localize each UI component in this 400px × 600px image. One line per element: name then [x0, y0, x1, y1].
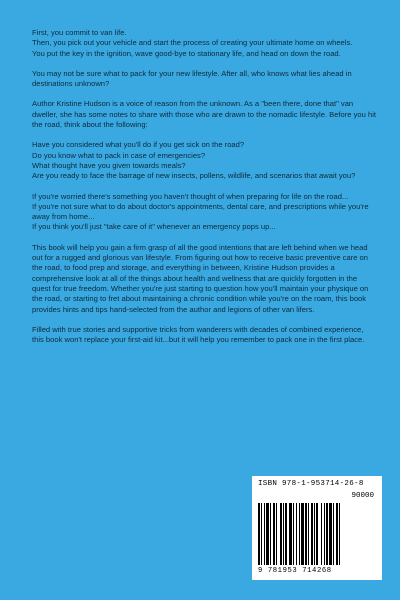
- barcode-bar: [273, 503, 275, 565]
- barcode-bar: [316, 503, 318, 565]
- blurb-line: If you're worried there's something you haven't thought of when preparing for life on the road...: [32, 191, 349, 201]
- barcode-bar: [314, 503, 315, 565]
- blurb-line: Filled with true stories and supportive tricks from wanderers with decades of combined experience, this book won't replace your first-aid kit...but it will help you remember to pack one in the first place.: [32, 324, 365, 345]
- barcode-bar: [261, 503, 262, 565]
- paragraph-gap: [32, 89, 377, 99]
- barcode-bar: [339, 503, 340, 565]
- blurb-line: What thought have you given towards meals?: [32, 160, 186, 170]
- barcode-bar: [333, 503, 334, 565]
- barcode-bar: [301, 503, 304, 565]
- barcode-bars: [258, 503, 376, 565]
- barcode-digits: 9 781953 714268: [258, 567, 332, 575]
- blurb-line: You put the key in the ignition, wave good-bye to stationary life, and head on down the road.: [32, 48, 341, 58]
- barcode-bar: [299, 503, 300, 565]
- barcode-bar: [329, 503, 332, 565]
- back-cover-blurb: [32, 28, 377, 345]
- blurb-line: If you're not sure what to do about doctor's appointments, dental care, and prescriptions while you're away from home...: [32, 201, 369, 222]
- barcode-bar: [280, 503, 282, 565]
- barcode-bar: [311, 503, 313, 565]
- blurb-line: This book will help you gain a firm grasp of all the good intentions that are left behind when we head out for a rugged and glorious van lifestyle. From figuring out how to receive basic preventive care on the road, to food prep and storage, and everything in between, Kristine Hudson provides a comprehensive look at all of the things about health and wellness that are quickly forgotten in the quest for true freedom. Whether you're just starting to question how you'll maintain your physique on the road, or starting to fret about maintaining a chronic condition while you're on the roam, this book provides hints and tips hand-selected from the author and legions of other van lifers.: [32, 242, 369, 314]
- barcode-bar: [285, 503, 287, 565]
- barcode-bar: [336, 503, 338, 565]
- barcode-bar: [283, 503, 284, 565]
- barcode-box: [252, 476, 382, 580]
- paragraph-gap: [32, 182, 377, 192]
- isbn-label: ISBN 978-1-953714-26-8: [258, 480, 364, 488]
- paragraph-gap: [32, 315, 377, 325]
- barcode-bar: [289, 503, 292, 565]
- barcode-bar: [321, 503, 322, 565]
- barcode-bar: [305, 503, 307, 565]
- barcode-bar: [258, 503, 260, 565]
- blurb-line: Are you ready to face the barrage of new insects, pollens, wildlife, and scenarios that await you?: [32, 171, 356, 181]
- paragraph-gap: [32, 130, 377, 140]
- barcode-bar: [293, 503, 294, 565]
- blurb-line: You may not be sure what to pack for your new lifestyle. After all, who knows what lies ahead in destinations unknown?: [32, 68, 352, 89]
- barcode-bar: [266, 503, 269, 565]
- blurb-line: First, you commit to van life.: [32, 28, 127, 37]
- barcode-bar: [324, 503, 325, 565]
- paragraph-gap: [32, 233, 377, 243]
- barcode-bar: [270, 503, 271, 565]
- blurb-line: If you think you'll just "take care of it" whenever an emergency pops up...: [32, 222, 276, 232]
- paragraph-gap: [32, 59, 377, 69]
- price-code: 90000: [351, 492, 374, 500]
- blurb-line: Have you considered what you'll do if you get sick on the road?: [32, 140, 245, 150]
- blurb-line: Author Kristine Hudson is a voice of reason from the unknown. As a "been there, done that" van dweller, she has some notes to share with those who are drawn to the nomadic lifestyle. Before you hit the road, think about the following:: [32, 99, 377, 130]
- barcode-bar: [296, 503, 297, 565]
- blurb-line: Then, you pick out your vehicle and start the process of creating your ultimate home on wheels.: [32, 38, 353, 48]
- barcode-bar: [264, 503, 265, 565]
- blurb-line: Do you know what to pack in case of emergencies?: [32, 150, 206, 160]
- barcode-bar: [308, 503, 309, 565]
- barcode-bar: [326, 503, 328, 565]
- barcode-bar: [276, 503, 277, 565]
